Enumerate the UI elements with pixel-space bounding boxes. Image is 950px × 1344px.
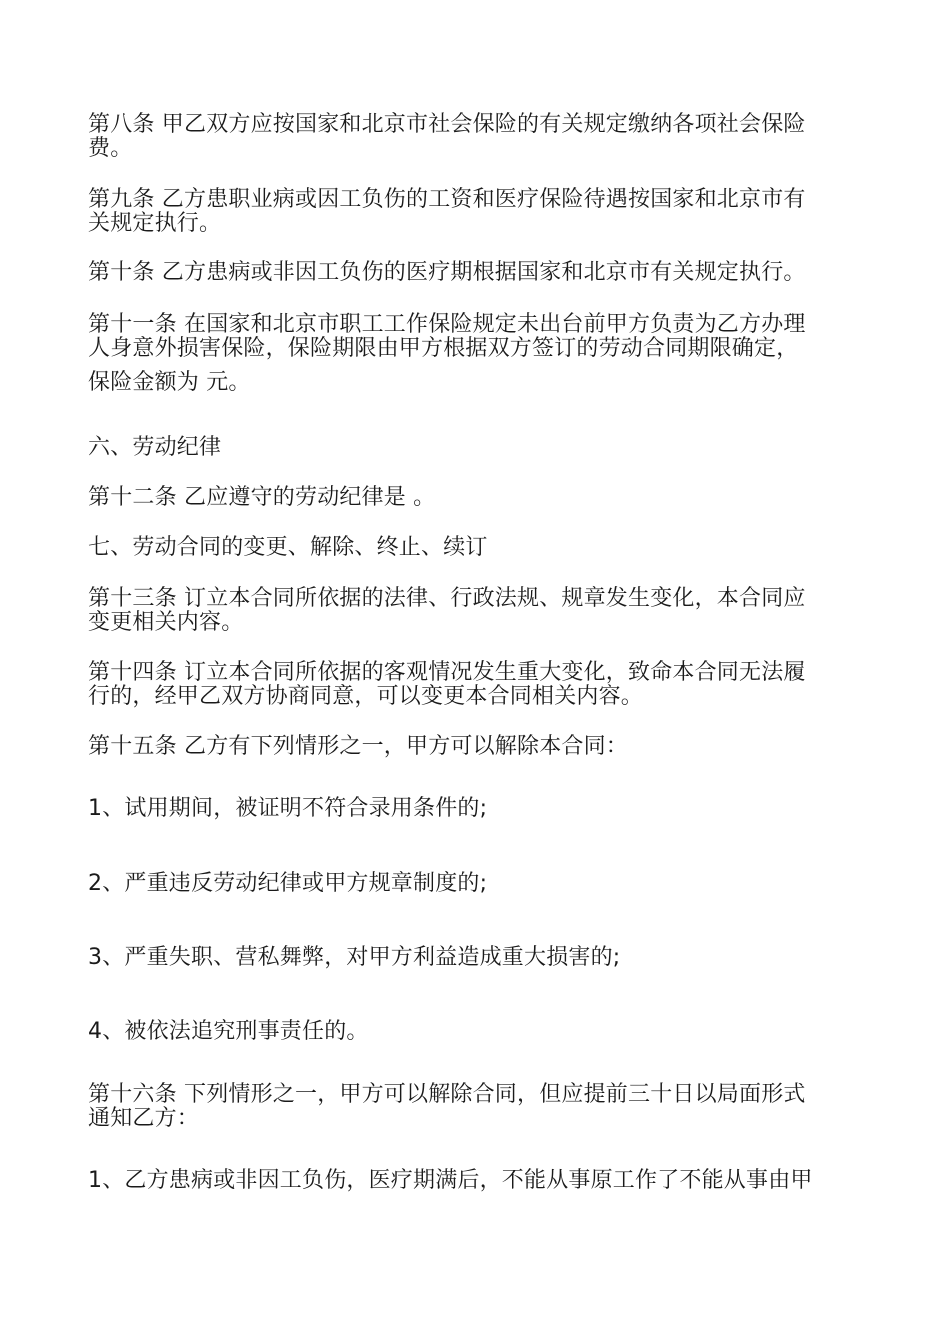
text-line: 关规定执行。 <box>88 211 222 236</box>
article-15-item-4 <box>88 1020 868 1044</box>
article-14 <box>88 661 868 709</box>
section-6-heading <box>88 436 868 460</box>
text-line: 行的，经甲乙双方协商同意，可以变更本合同相关内容。 <box>88 684 644 709</box>
text-line: 变更相关内容。 <box>88 610 244 635</box>
section-7-heading <box>88 536 868 560</box>
text-line: 第十四条 订立本合同所依据的客观情况发生重大变化，致命本合同无法履 <box>88 660 806 685</box>
article-9 <box>88 188 868 236</box>
article-12 <box>88 486 868 510</box>
text-line: 第十一条 在国家和北京市职工工作保险规定未出台前甲方负责为乙方办理 <box>88 312 806 337</box>
article-8 <box>88 113 868 161</box>
text-line: 人身意外损害保险，保险期限由甲方根据双方签订的劳动合同期限确定， <box>88 336 799 361</box>
article-15-item-1 <box>88 797 868 821</box>
text-line: 第十条 乙方患病或非因工负伤的医疗期根据国家和北京市有关规定执行。 <box>88 260 806 285</box>
text-line: 4、被依法追究刑事责任的。 <box>88 1019 369 1044</box>
text-line: 2、严重违反劳动纪律或甲方规章制度的; <box>88 871 488 896</box>
text-line: 1、试用期间，被证明不符合录用条件的; <box>88 796 488 821</box>
text-line: 第十六条 下列情形之一，甲方可以解除合同，但应提前三十日以局面形式 <box>88 1082 806 1107</box>
text-line: 六、劳动纪律 <box>88 435 222 460</box>
article-13 <box>88 587 868 635</box>
text-line: 3、严重失职、营私舞弊，对甲方利益造成重大损害的; <box>88 945 621 970</box>
article-16-item-1 <box>88 1169 868 1193</box>
article-15-item-2 <box>88 872 868 896</box>
article-15 <box>88 735 868 759</box>
article-11 <box>88 313 868 395</box>
text-line: 第八条 甲乙双方应按国家和北京市社会保险的有关规定缴纳各项社会保险 <box>88 112 806 137</box>
text-line: 第十五条 乙方有下列情形之一，甲方可以解除本合同： <box>88 734 628 759</box>
text-line: 第十三条 订立本合同所依据的法律、行政法规、规章发生变化，本合同应 <box>88 586 806 611</box>
article-16 <box>88 1083 868 1131</box>
text-line: 1、乙方患病或非因工负伤，医疗期满后，不能从事原工作了不能从事由甲 <box>88 1168 813 1193</box>
text-line: 第九条 乙方患职业病或因工负伤的工资和医疗保险待遇按国家和北京市有 <box>88 187 806 212</box>
article-10 <box>88 261 868 285</box>
text-line: 七、劳动合同的变更、解除、终止、续订 <box>88 535 488 560</box>
article-15-item-3 <box>88 946 868 970</box>
text-line: 费。 <box>88 136 133 161</box>
text-line: 第十二条 乙应遵守的劳动纪律是 。 <box>88 485 436 510</box>
text-line: 通知乙方： <box>88 1106 200 1131</box>
text-line: 保险金额为 元。 <box>88 370 251 395</box>
